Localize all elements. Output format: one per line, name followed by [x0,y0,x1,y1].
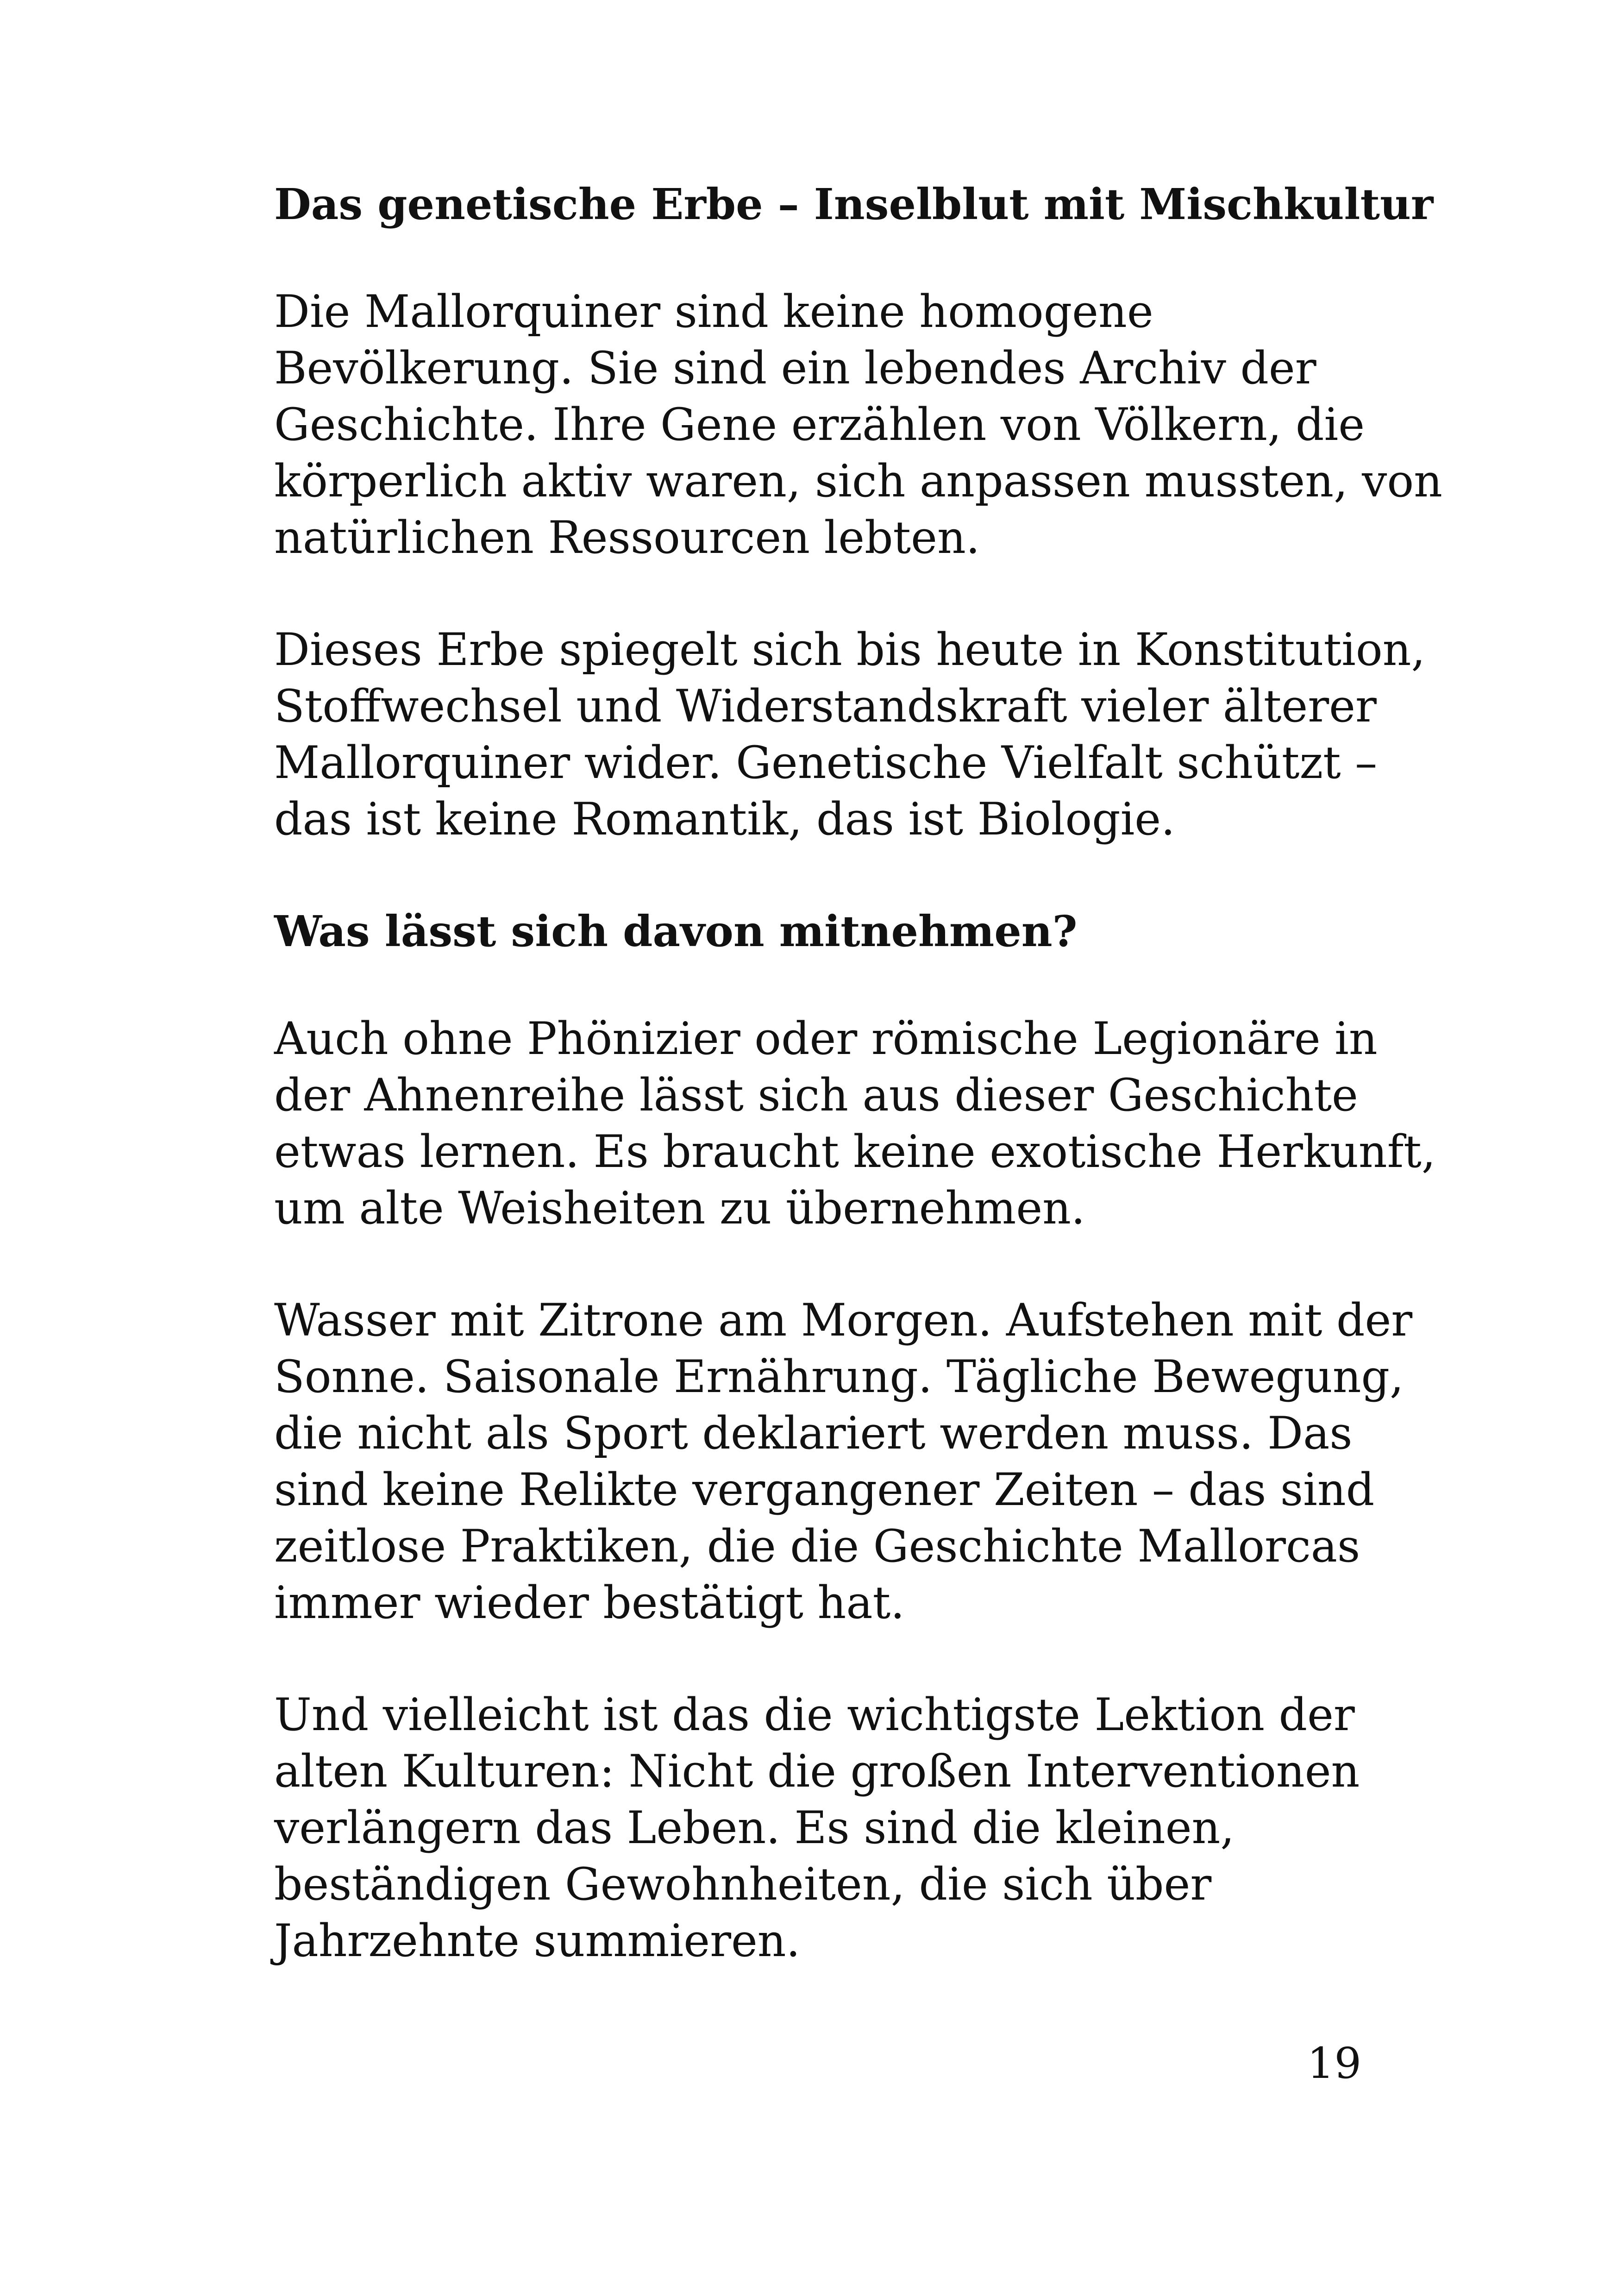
text-line: Auch ohne Phönizier oder römische Legionäre in [274,1013,1378,1065]
text-line: verlängern das Leben. Es sind die kleinen, [274,1802,1235,1854]
text-line: Und vielleicht ist das die wichtigste Lektion der [274,1689,1355,1741]
text-line: körperlich aktiv waren, sich anpassen mussten, von [274,455,1442,507]
paragraph [274,621,1425,847]
paragraph [274,1687,1362,1969]
text-line: sind keine Relikte vergangener Zeiten – das sind [274,1464,1375,1516]
paragraph [274,283,1442,566]
text-line: Bevölkerung. Sie sind ein lebendes Archiv der [274,342,1316,394]
text-line: Wasser mit Zitrone am Morgen. Aufstehen mit der [274,1294,1413,1346]
text-line: Geschichte. Ihre Gene erzählen von Völkern, die [274,399,1365,451]
text-line: Dieses Erbe spiegelt sich bis heute in Konstitution, [274,624,1425,676]
paragraph [274,1292,1413,1631]
text-line: der Ahnenreihe lässt sich aus dieser Geschichte [274,1069,1358,1121]
text-line: zeitlose Praktiken, die die Geschichte Mallorcas [274,1520,1360,1572]
text-line: natürlichen Ressourcen lebten. [274,512,980,564]
text-line: um alte Weisheiten zu übernehmen. [274,1182,1085,1234]
text-line: immer wieder bestätigt hat. [274,1577,905,1629]
section-heading-genetic-heritage: Das genetische Erbe – Inselblut mit Mischkultur [274,179,1434,229]
paragraph [274,1010,1436,1236]
text-line: Jahrzehnte summieren. [274,1915,801,1967]
page-number: 19 [1307,2039,1361,2088]
text-line: Die Mallorquiner sind keine homogene [274,286,1153,338]
text-line: alten Kulturen: Nicht die großen Interventionen [274,1745,1360,1797]
section-heading-takeaways: Was lässt sich davon mitnehmen? [274,906,1078,956]
page-content [274,176,1442,2025]
text-line: die nicht als Sport deklariert werden muss. Das [274,1407,1353,1459]
text-line: Sonne. Saisonale Ernährung. Tägliche Bewegung, [274,1351,1404,1403]
text-line: das ist keine Romantik, das ist Biologie. [274,793,1175,845]
text-line: Mallorquiner wider. Genetische Vielfalt schützt – [274,737,1378,789]
text-line: etwas lernen. Es braucht keine exotische Herkunft, [274,1126,1436,1178]
text-line: beständigen Gewohnheiten, die sich über [274,1858,1212,1910]
text-line: Stoffwechsel und Widerstandskraft vieler älterer [274,680,1377,732]
